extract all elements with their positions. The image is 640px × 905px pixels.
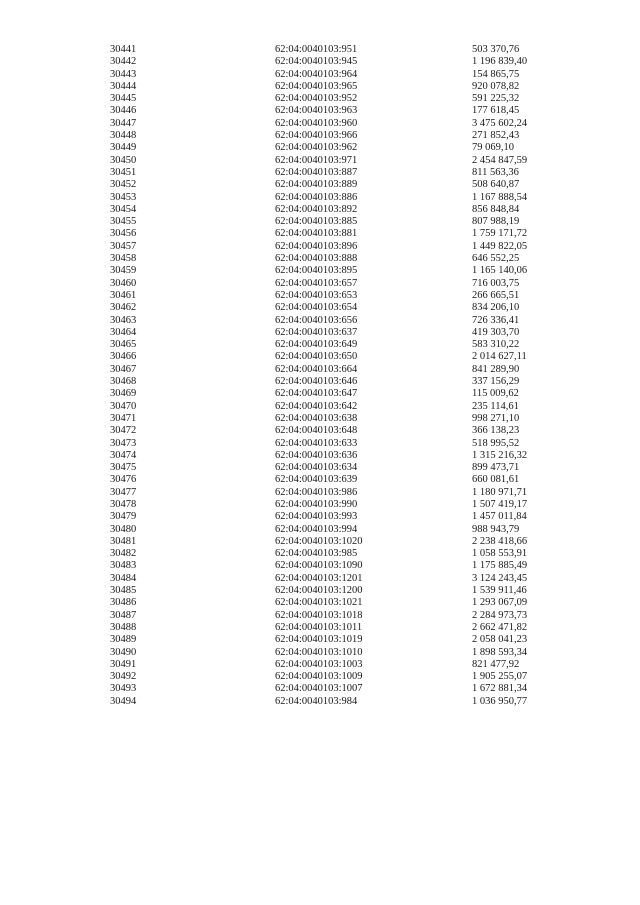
cadastral-number-cell: 62:04:0040103:648	[275, 425, 358, 437]
cadastral-value-cell: 1 196 839,40	[472, 56, 528, 68]
cadastral-value-cell: 856 848,84	[472, 203, 520, 215]
cadastral-number-cell: 62:04:0040103:951	[275, 44, 358, 55]
table-row	[110, 339, 552, 351]
row-number-cell: 30465	[110, 339, 137, 351]
cadastral-value-cell: 518 995,52	[472, 437, 520, 449]
table-row	[110, 474, 552, 486]
cadastral-number-cell: 62:04:0040103:986	[275, 486, 358, 498]
row-number-cell: 30470	[110, 400, 137, 412]
cadastral-number-cell: 62:04:0040103:654	[275, 302, 358, 314]
row-number-cell: 30441	[110, 44, 137, 55]
table-row	[110, 438, 552, 450]
cadastral-value-cell: 503 370,76	[472, 44, 520, 55]
table-row	[110, 44, 552, 56]
table-row	[110, 499, 552, 511]
cadastral-value-cell: 366 138,23	[472, 425, 520, 437]
cadastral-number-cell: 62:04:0040103:945	[275, 56, 358, 68]
table-row	[110, 622, 552, 634]
cadastral-value-cell: 1 457 011,84	[472, 511, 527, 523]
row-number-cell: 30484	[110, 572, 137, 584]
table-row	[110, 118, 552, 130]
row-number-cell: 30485	[110, 585, 137, 597]
row-number-cell: 30464	[110, 326, 137, 338]
cadastral-number-cell: 62:04:0040103:1090	[275, 560, 363, 572]
table-row	[110, 278, 552, 290]
cadastral-value-cell: 1 058 553,91	[472, 548, 528, 560]
cadastral-number-cell: 62:04:0040103:886	[275, 191, 358, 203]
table-row	[110, 327, 552, 339]
cadastral-number-cell: 62:04:0040103:650	[275, 351, 358, 363]
cadastral-number-cell: 62:04:0040103:647	[275, 388, 358, 400]
table-row	[110, 93, 552, 105]
row-number-cell: 30447	[110, 117, 137, 129]
table-row	[110, 634, 552, 646]
row-number-cell: 30488	[110, 621, 137, 633]
cadastral-value-cell: 3 475 602,24	[472, 117, 528, 129]
cadastral-number-cell: 62:04:0040103:1007	[275, 683, 363, 695]
cadastral-value-cell: 811 563,36	[472, 166, 519, 178]
table-row	[110, 155, 552, 167]
cadastral-value-cell: 807 988,19	[472, 216, 520, 228]
table-row	[110, 524, 552, 536]
table-row	[110, 81, 552, 93]
cadastral-value-cell: 1 036 950,77	[472, 695, 528, 707]
row-number-cell: 30452	[110, 179, 137, 191]
cadastral-number-cell: 62:04:0040103:656	[275, 314, 358, 326]
cadastral-value-cell: 1 165 140,06	[472, 265, 528, 277]
table-row	[110, 315, 552, 327]
table-row	[110, 69, 552, 81]
row-number-cell: 30453	[110, 191, 137, 203]
table-row	[110, 253, 552, 265]
cadastral-value-cell: 2 454 847,59	[472, 154, 528, 166]
cadastral-number-cell: 62:04:0040103:963	[275, 105, 358, 117]
row-number-cell: 30444	[110, 80, 137, 92]
row-number-cell: 30474	[110, 449, 137, 461]
row-number-cell: 30480	[110, 523, 137, 535]
cadastral-number-cell: 62:04:0040103:1021	[275, 597, 363, 609]
table-row	[110, 647, 552, 659]
table-row	[110, 462, 552, 474]
table-row	[110, 401, 552, 413]
cadastral-value-cell: 115 009,62	[472, 388, 519, 400]
row-number-cell: 30463	[110, 314, 137, 326]
cadastral-number-cell: 62:04:0040103:887	[275, 166, 358, 178]
cadastral-value-cell: 834 206,10	[472, 302, 520, 314]
cadastral-number-cell: 62:04:0040103:895	[275, 265, 358, 277]
table-row	[110, 204, 552, 216]
row-number-cell: 30451	[110, 166, 137, 178]
cadastral-value-cell: 1 180 971,71	[472, 486, 528, 498]
cadastral-value-cell: 2 014 627,11	[472, 351, 527, 363]
cadastral-number-cell: 62:04:0040103:985	[275, 548, 358, 560]
cadastral-number-cell: 62:04:0040103:952	[275, 93, 358, 105]
cadastral-number-cell: 62:04:0040103:993	[275, 511, 358, 523]
cadastral-value-cell: 660 081,61	[472, 474, 520, 486]
row-number-cell: 30450	[110, 154, 137, 166]
cadastral-value-cell: 998 271,10	[472, 412, 520, 424]
table-row	[110, 56, 552, 68]
table-row	[110, 597, 552, 609]
row-number-cell: 30475	[110, 462, 137, 474]
table-row	[110, 364, 552, 376]
cadastral-number-cell: 62:04:0040103:984	[275, 695, 358, 707]
row-number-cell: 30443	[110, 68, 137, 80]
cadastral-number-cell: 62:04:0040103:896	[275, 240, 358, 252]
cadastral-number-cell: 62:04:0040103:889	[275, 179, 358, 191]
row-number-cell: 30456	[110, 228, 137, 240]
cadastral-number-cell: 62:04:0040103:646	[275, 376, 358, 388]
cadastral-value-cell: 1 905 255,07	[472, 671, 528, 683]
cadastral-value-cell: 1 507 419,17	[472, 498, 528, 510]
cadastral-number-cell: 62:04:0040103:638	[275, 412, 358, 424]
cadastral-number-cell: 62:04:0040103:966	[275, 130, 358, 142]
row-number-cell: 30477	[110, 486, 137, 498]
table-row	[110, 130, 552, 142]
table-row	[110, 450, 552, 462]
cadastral-number-cell: 62:04:0040103:642	[275, 400, 358, 412]
cadastral-number-cell: 62:04:0040103:634	[275, 462, 358, 474]
table-row	[110, 388, 552, 400]
cadastral-number-cell: 62:04:0040103:990	[275, 498, 358, 510]
cadastral-value-cell: 2 662 471,82	[472, 621, 528, 633]
table-row	[110, 105, 552, 117]
cadastral-value-cell: 920 078,82	[472, 80, 520, 92]
cadastral-number-cell: 62:04:0040103:1011	[275, 621, 363, 633]
row-number-cell: 30455	[110, 216, 137, 228]
row-number-cell: 30476	[110, 474, 137, 486]
cadastral-number-cell: 62:04:0040103:964	[275, 68, 358, 80]
cadastral-number-cell: 62:04:0040103:1003	[275, 658, 363, 670]
row-number-cell: 30454	[110, 203, 137, 215]
row-number-cell: 30448	[110, 130, 137, 142]
table-row	[110, 659, 552, 671]
table-row	[110, 671, 552, 683]
cadastral-value-cell: 726 336,41	[472, 314, 520, 326]
row-number-cell: 30493	[110, 683, 137, 695]
cadastral-value-cell: 1 293 067,09	[472, 597, 528, 609]
row-number-cell: 30467	[110, 363, 137, 375]
row-number-cell: 30486	[110, 597, 137, 609]
row-number-cell: 30442	[110, 56, 137, 68]
row-number-cell: 30481	[110, 535, 137, 547]
cadastral-value-cell: 646 552,25	[472, 253, 520, 265]
table-row	[110, 142, 552, 154]
row-number-cell: 30473	[110, 437, 137, 449]
table-row	[110, 560, 552, 572]
row-number-cell: 30469	[110, 388, 137, 400]
table-row	[110, 179, 552, 191]
cadastral-number-cell: 62:04:0040103:885	[275, 216, 358, 228]
cadastral-value-cell: 583 310,22	[472, 339, 520, 351]
row-number-cell: 30460	[110, 277, 137, 289]
cadastral-value-table	[110, 44, 552, 708]
table-row	[110, 216, 552, 228]
cadastral-number-cell: 62:04:0040103:1201	[275, 572, 363, 584]
row-number-cell: 30449	[110, 142, 137, 154]
cadastral-number-cell: 62:04:0040103:1200	[275, 585, 363, 597]
row-number-cell: 30492	[110, 671, 137, 683]
table-row	[110, 376, 552, 388]
cadastral-value-cell: 1 898 593,34	[472, 646, 528, 658]
table-row	[110, 548, 552, 560]
row-number-cell: 30458	[110, 253, 137, 265]
cadastral-number-cell: 62:04:0040103:960	[275, 117, 358, 129]
table-row	[110, 425, 552, 437]
table-row	[110, 265, 552, 277]
table-body	[110, 44, 552, 708]
cadastral-value-cell: 266 665,51	[472, 289, 520, 301]
table-row	[110, 351, 552, 363]
cadastral-value-cell: 1 672 881,34	[472, 683, 528, 695]
cadastral-value-cell: 271 852,43	[472, 130, 520, 142]
row-number-cell: 30490	[110, 646, 137, 658]
cadastral-value-cell: 841 289,90	[472, 363, 520, 375]
row-number-cell: 30461	[110, 289, 137, 301]
row-number-cell: 30468	[110, 376, 137, 388]
cadastral-value-cell: 79 069,10	[472, 142, 514, 154]
cadastral-value-cell: 716 003,75	[472, 277, 520, 289]
cadastral-value-cell: 1 315 216,32	[472, 449, 528, 461]
cadastral-value-cell: 1 539 911,46	[472, 585, 527, 597]
cadastral-value-cell: 177 618,45	[472, 105, 520, 117]
cadastral-value-cell: 899 473,71	[472, 462, 520, 474]
table-row	[110, 683, 552, 695]
table-row	[110, 192, 552, 204]
table-row	[110, 610, 552, 622]
cadastral-number-cell: 62:04:0040103:639	[275, 474, 358, 486]
cadastral-value-cell: 337 156,29	[472, 376, 520, 388]
cadastral-value-cell: 2 284 973,73	[472, 609, 528, 621]
row-number-cell: 30472	[110, 425, 137, 437]
row-number-cell: 30466	[110, 351, 137, 363]
table-row	[110, 536, 552, 548]
table-row	[110, 413, 552, 425]
table-row	[110, 487, 552, 499]
cadastral-number-cell: 62:04:0040103:633	[275, 437, 358, 449]
cadastral-number-cell: 62:04:0040103:881	[275, 228, 358, 240]
cadastral-number-cell: 62:04:0040103:664	[275, 363, 358, 375]
row-number-cell: 30482	[110, 548, 137, 560]
cadastral-value-cell: 508 640,87	[472, 179, 520, 191]
cadastral-number-cell: 62:04:0040103:971	[275, 154, 358, 166]
row-number-cell: 30483	[110, 560, 137, 572]
cadastral-number-cell: 62:04:0040103:1010	[275, 646, 363, 658]
cadastral-value-cell: 419 303,70	[472, 326, 520, 338]
table-row	[110, 585, 552, 597]
table-row	[110, 696, 552, 708]
cadastral-value-cell: 154 865,75	[472, 68, 520, 80]
cadastral-value-cell: 2 058 041,23	[472, 634, 528, 646]
table-row	[110, 511, 552, 523]
cadastral-number-cell: 62:04:0040103:892	[275, 203, 358, 215]
cadastral-number-cell: 62:04:0040103:1009	[275, 671, 363, 683]
table-row	[110, 241, 552, 253]
row-number-cell: 30459	[110, 265, 137, 277]
cadastral-value-cell: 1 759 171,72	[472, 228, 528, 240]
cadastral-number-cell: 62:04:0040103:653	[275, 289, 358, 301]
cadastral-number-cell: 62:04:0040103:1018	[275, 609, 363, 621]
cadastral-value-cell: 1 167 888,54	[472, 191, 528, 203]
row-number-cell: 30445	[110, 93, 137, 105]
row-number-cell: 30471	[110, 412, 137, 424]
cadastral-number-cell: 62:04:0040103:888	[275, 253, 358, 265]
table-row	[110, 167, 552, 179]
row-number-cell: 30487	[110, 609, 137, 621]
row-number-cell: 30457	[110, 240, 137, 252]
cadastral-value-cell: 2 238 418,66	[472, 535, 528, 547]
row-number-cell: 30462	[110, 302, 137, 314]
cadastral-value-cell: 3 124 243,45	[472, 572, 528, 584]
table-row	[110, 302, 552, 314]
table-row	[110, 228, 552, 240]
cadastral-number-cell: 62:04:0040103:649	[275, 339, 358, 351]
row-number-cell: 30489	[110, 634, 137, 646]
cadastral-value-cell: 1 175 885,49	[472, 560, 528, 572]
cadastral-value-cell: 235 114,61	[472, 400, 519, 412]
cadastral-number-cell: 62:04:0040103:962	[275, 142, 358, 154]
row-number-cell: 30491	[110, 658, 137, 670]
cadastral-number-cell: 62:04:0040103:965	[275, 80, 358, 92]
cadastral-value-cell: 1 449 822,05	[472, 240, 528, 252]
cadastral-value-cell: 988 943,79	[472, 523, 520, 535]
row-number-cell: 30479	[110, 511, 137, 523]
cadastral-number-cell: 62:04:0040103:994	[275, 523, 358, 535]
row-number-cell: 30446	[110, 105, 137, 117]
cadastral-value-cell: 821 477,92	[472, 658, 520, 670]
table-row	[110, 573, 552, 585]
cadastral-number-cell: 62:04:0040103:637	[275, 326, 358, 338]
cadastral-number-cell: 62:04:0040103:1019	[275, 634, 363, 646]
table-row	[110, 290, 552, 302]
row-number-cell: 30494	[110, 695, 137, 707]
cadastral-number-cell: 62:04:0040103:636	[275, 449, 358, 461]
cadastral-number-cell: 62:04:0040103:657	[275, 277, 358, 289]
cadastral-value-cell: 591 225,32	[472, 93, 520, 105]
row-number-cell: 30478	[110, 498, 137, 510]
cadastral-number-cell: 62:04:0040103:1020	[275, 535, 363, 547]
